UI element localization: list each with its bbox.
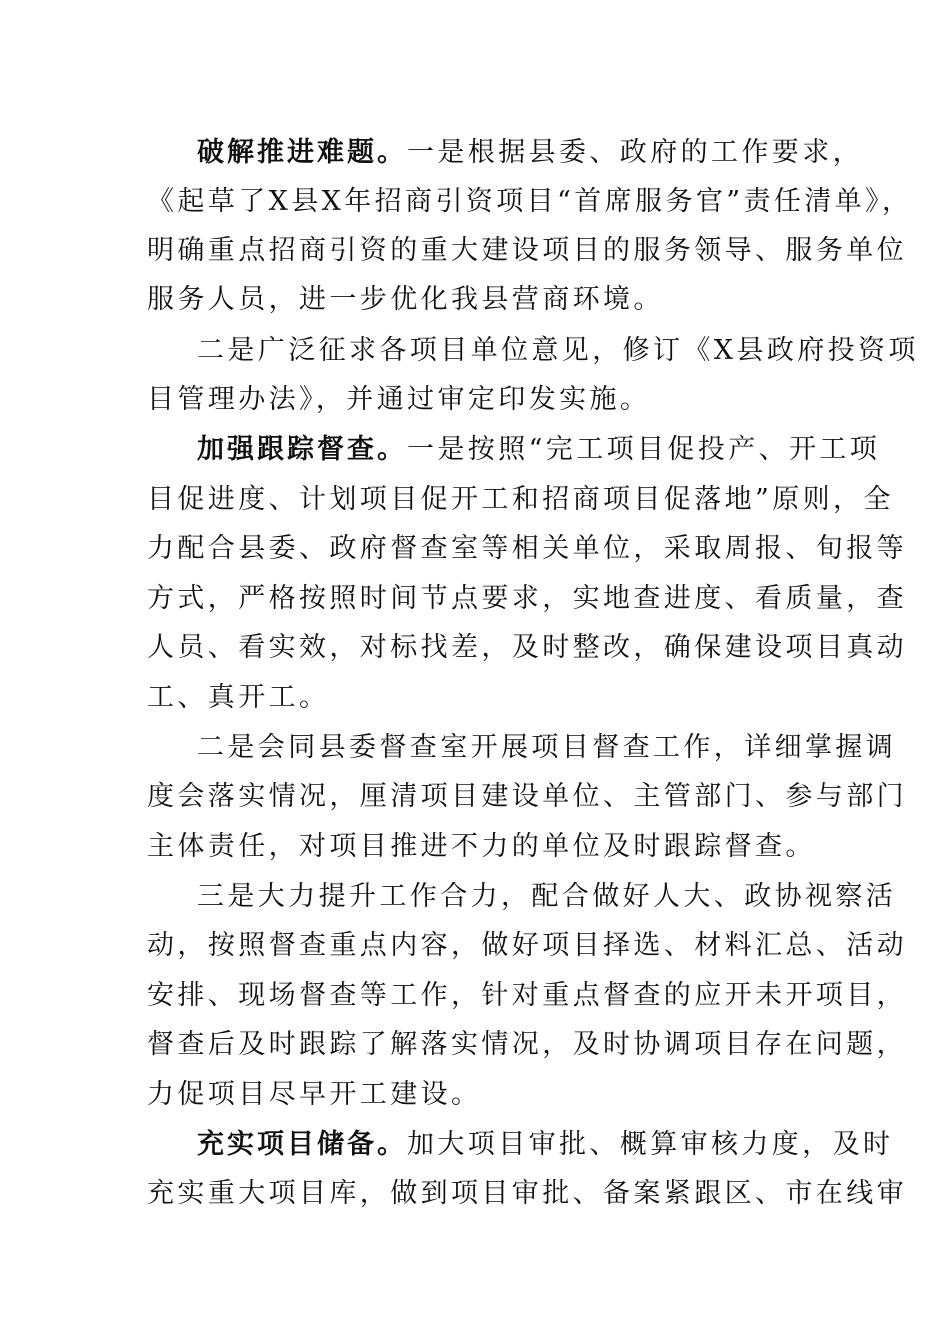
- paragraph-3-text: 一是按照“完工项目促投产、开工项: [407, 434, 881, 465]
- paragraph-1-line-4: 服务人员，进一步优化我县营商环境。: [147, 284, 664, 315]
- paragraph-5-line-4: 督查后及时跟踪了解落实情况，及时协调项目存在问题，: [147, 1029, 907, 1060]
- paragraph-4-line-3: 主体责任，对项目推进不力的单位及时跟踪督查。: [147, 831, 816, 862]
- paragraph-5-line-5: 力促项目尽早开工建设。: [147, 1079, 482, 1110]
- paragraph-3-line-3: 力配合县委、政府督查室等相关单位，采取周报、旬报等: [147, 533, 907, 564]
- paragraph-3-line-5: 人员、看实效，对标找差，及时整改，确保建设项目真动: [147, 632, 907, 663]
- paragraph-2-line-2: 目管理办法》，并通过审定印发实施。: [147, 384, 651, 415]
- paragraph-4-line-2: 度会落实情况，厘清项目建设单位、主管部门、参与部门: [147, 781, 907, 812]
- paragraph-2-line-1: 二是广泛征求各项目单位意见，修订《X县政府投资项: [197, 335, 919, 366]
- paragraph-6-text: 加大项目审批、概算审核力度，及时: [407, 1129, 894, 1160]
- paragraph-5-line-2: 动，按照督查重点内容，做好项目择选、材料汇总、活动: [147, 930, 907, 961]
- paragraph-5-line-3: 安排、现场督查等工作，针对重点督查的应开未开项目，: [147, 980, 907, 1011]
- paragraph-3-line-1: [197, 430, 881, 470]
- paragraph-3-line-2: 目促进度、计划项目促开工和招商项目促落地”原则，全: [147, 484, 894, 515]
- paragraph-3-line-6: 工、真开工。: [147, 682, 330, 713]
- paragraph-1-text: 一是根据县委、政府的工作要求，: [407, 137, 863, 168]
- paragraph-6-line-1: [197, 1125, 894, 1165]
- paragraph-1-line-2: 《起草了X县X年招商引资项目“首席服务官”责任清单》，: [147, 186, 913, 217]
- paragraph-3-line-4: 方式，严格按照时间节点要求，实地查进度、看质量，查: [147, 583, 907, 614]
- paragraph-1-line-3: 明确重点招商引资的重大建设项目的服务领导、服务单位: [147, 235, 907, 266]
- paragraph-5-line-1: 三是大力提升工作合力，配合做好人大、政协视察活: [197, 881, 897, 912]
- paragraph-3-heading: 加强跟踪督查。: [197, 434, 407, 465]
- paragraph-6-heading: 充实项目储备。: [197, 1129, 407, 1160]
- paragraph-1-line-1: [197, 133, 863, 173]
- paragraph-4-line-1: 二是会同县委督查室开展项目督查工作，详细掌握调: [197, 732, 897, 763]
- paragraph-1-heading: 破解推进难题。: [197, 137, 407, 168]
- paragraph-6-line-2: 充实重大项目库，做到项目审批、备案紧跟区、市在线审: [147, 1178, 907, 1209]
